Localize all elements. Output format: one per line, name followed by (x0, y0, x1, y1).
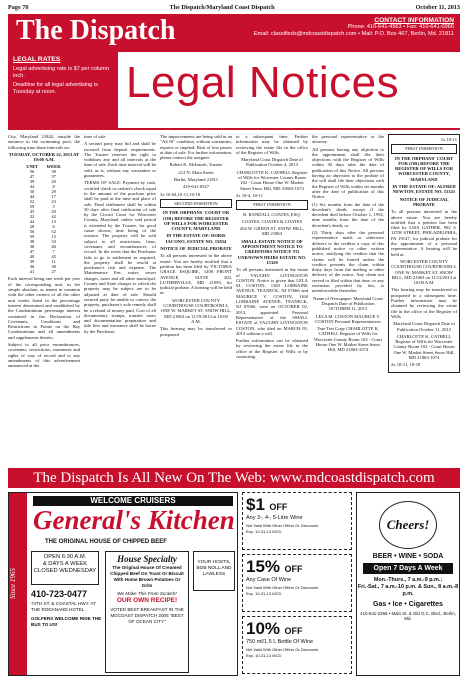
unit-cell: 32 (29, 214, 35, 220)
contact-info (239, 17, 454, 38)
page-header (8, 4, 460, 14)
week-cell: 33 (51, 239, 56, 245)
unit-cell: 47 (29, 174, 35, 180)
unit-cell: 56 (29, 229, 35, 235)
notice-text: Subject to all prior encumbrances, covenants, restrictions, easements and rights of way of record and to any amendments of this advertisement announced at the (8, 342, 80, 369)
notice-text: This hearing may be transferred or postponed to a subsequent time. Further information may be obtained by reviewing the estate file in the office of the Register of Wills. (391, 287, 457, 319)
insertion-label: SECOND INSERTION (160, 199, 232, 208)
paper-name: The Dispatch/Maryland Coast Dispatch (169, 4, 275, 11)
notice-text: Further information can be obtained by reviewing the estate file in the office of the Register of Wills or by contacting (236, 338, 308, 359)
cheers-address: 410-641-2366 • Main St. & Old O.C. Blvd., Berlin, Md. (360, 611, 456, 621)
specialty-title: House Specialty (117, 554, 177, 564)
cheers-products: BEER • WINE • SODA (372, 553, 444, 560)
insertion-label: FIRST INSERTION (391, 144, 457, 153)
unit-cell: 59 (29, 204, 35, 210)
restaurant-phone: 410-723-0477 (31, 589, 88, 599)
week-cell: 29 (51, 189, 56, 195)
unit-cell: 44 (29, 184, 35, 190)
restaurant-name: General's Kitchen (33, 505, 235, 535)
notice-text: The improvements are being sold in an "AS IS" condition, without warranties, express or implied. Risk of loss passes at date of sale. For further information, please contact the assignee. (160, 134, 232, 161)
notice-columns (8, 134, 460, 466)
specialty-desc: The Original House Of Creamed Chipped Beef On Toast Or Biscuit With Home Brown Potatoes Or Grits (110, 565, 184, 588)
unit-cell: 44 (29, 219, 35, 225)
coupon-off: OFF (269, 502, 288, 512)
unit-cell: 41 (29, 269, 35, 275)
estate-name: IN THE ESTATE OF: ALFRED NEWTON, ESTATE NO. 15321 (392, 184, 456, 195)
coupon[interactable] (242, 616, 352, 674)
week-cell: 13 (51, 219, 56, 225)
week-cell: 52 (51, 229, 56, 235)
issue-date: October 11, 2013 (415, 4, 460, 11)
column-4 (236, 134, 308, 466)
unit-cell: 52 (29, 199, 35, 205)
hearing-location: WORCESTER COUNTY COURTHOUSE COURTROOM 4, ONE W. MARKET ST. SNOW HILL, MD 21863 on 11/19/2013 at 10:00 A.M. (160, 297, 232, 324)
insertion-dates: 3x 10-04,10-11,10-18 (160, 191, 201, 197)
unit-cell: 39 (29, 259, 35, 265)
notice-text: To all persons interested in the above estate: You are hereby notified that a petition has been filed by LISA GATHER, 902 S. 12TH STREET, PHILADELPHIA, PA 19147, for judicial probate for the appointment of a personal representative. A hearing will be held at: (391, 209, 457, 257)
publication-date: Maryland Coast Dispatch Date of Publication October 11, 2013 (393, 321, 455, 332)
week-cell: 7 (52, 249, 55, 255)
week-header: WEEK (46, 164, 61, 170)
advertisements (8, 492, 460, 676)
notice-text: To all persons interested in the above estate: You are hereby notified that a petition has been filed by VICTORIA GRACE ESQUIRE, 1400 FRONT AVENUE, SUITE 202, LUTHERVILLE, MD 21093, for judicial probate. A hearing will be held at: (160, 253, 232, 296)
coupon[interactable] (242, 492, 352, 550)
restaurant-tagline: THE ORIGINAL HOUSE OF CHIPPED BEEF (45, 539, 167, 545)
contact-email: Email: classifieds@mdcoastdispatch.com • Mail: P.O. Box 467, Berlin, Md. 21811 (253, 31, 454, 37)
masthead (8, 14, 460, 52)
column-3 (160, 134, 232, 466)
week-cell: 20 (51, 179, 56, 185)
hours-line: Mon.-Thurs., 7 a.m.-9 p.m.; (373, 577, 443, 583)
page-number: Page 70 (8, 4, 29, 11)
coupon-amount: $1 (246, 495, 265, 514)
sale-date: TUESDAY, OCTOBER 22, 2013 AT 10:00 A.M. (8, 151, 80, 163)
unit-cell: 56 (29, 169, 35, 175)
week-cell: 8 (52, 184, 55, 190)
trustee-phone: 410-641-0527 (182, 184, 210, 190)
coupon-off: OFF (284, 564, 303, 574)
cheers-ad (356, 492, 460, 676)
legal-rates-heading: LEGAL RATES (13, 56, 61, 63)
trustee-name: Robert K. McIntosh, Trustee (169, 162, 223, 168)
week-cell: 23 (51, 199, 56, 205)
coupon[interactable] (242, 554, 352, 612)
firm-address: 204 W. GREEN ST. SNOW HILL, MD 21863 (239, 226, 305, 237)
week-cell: 45 (51, 254, 56, 260)
week-cell: 38 (51, 264, 56, 270)
unit-cell: 40 (29, 254, 35, 260)
estate-name: IN THE ESTATE OF: DORIS IACONO, ESTATE NO. 15034 (165, 233, 227, 244)
unit-cell: 47 (29, 249, 35, 255)
table-row (22, 269, 65, 274)
unit-cell: 50 (29, 189, 35, 195)
week-cell: 5 (52, 204, 55, 210)
insertion-label: FIRST INSERTION (236, 200, 308, 209)
notice-title: NOTICE OF JUDICIAL PROBATE (160, 246, 232, 252)
column-1 (8, 134, 80, 466)
column-2 (84, 134, 156, 466)
column-5 (312, 134, 384, 466)
notice-text: This hearing may be transferred or postponed (160, 326, 232, 337)
cheers-hours (357, 577, 459, 598)
masthead-title: The Dispatch (16, 15, 176, 46)
notice-title: NOTICE OF JUDICIAL PROBATE (399, 196, 449, 207)
contact-heading: CONTACT INFORMATION (374, 17, 454, 24)
notice-text: time of sale. (84, 134, 107, 139)
notice-title: SMALL ESTATE NOTICE OF APPOINTMENT NOTICE TO CREDITORS NOTICE TO UNKNOWN HEIRS ESTATE NO. 15320 (237, 238, 307, 265)
coupon-note: Not Valid With Other Offers Or Discounts (246, 522, 319, 528)
section-title: Legal Notices (126, 58, 400, 107)
hearing-location: WORCESTER COUNTY COURTHOUSE COURTROOM 4, ONE W. MARKET ST. SNOW HILL, MD 21863 on 11/12/2013 at 10:00 A.M. (391, 258, 457, 286)
address-line: 74TH ST. & COASTAL HWY. AT THE RODANAND HOTEL (31, 601, 96, 612)
week-cell: 39 (51, 169, 56, 175)
hours-line: & DAYS A WEEK (42, 561, 88, 567)
coupon-note: Not Valid With Other Offers Or Discounts (246, 646, 319, 652)
notice-text: All persons having any objection to the appointment shall file their objections with the Register of Wills within 30 days after the date of publication of this Notice. All persons having an objection to the probate of the will shall file their objections with the Register of Wills within six months after the date of publication of this Notice. (312, 146, 384, 200)
personal-representatives: LELA M. COSTON MAURICE V. COSTON Personal Representatives (315, 313, 381, 324)
trustee-city: Berlin, Maryland 21811 (173, 177, 219, 183)
week-cell: 42 (51, 214, 56, 220)
unit-cell: 59 (29, 234, 35, 240)
cheers-gas: Gas • Ice • Cigarettes (373, 601, 443, 608)
hours-line: OPEN 6:30 A.M. (43, 554, 87, 560)
voted-line: VOTED BEST BREAKFAST IN THE MDCOAST DISPATCH 2005 "BEST OF OCEAN CITY" (110, 607, 184, 624)
attorney-name: B. RANDALL COATES, ESQ. (243, 211, 301, 217)
coupon-amount: 15% (246, 557, 281, 576)
notice-text: (1) Six months from the date of the decedent's death, except if the decedent died before October 1, 1992, nine months from the date of the decedent's death; or (312, 201, 384, 228)
coupon-exp: Exp. 10-31-13 MCD (246, 590, 282, 596)
cheers-logo: Cheers! (379, 501, 437, 549)
scratch-line: We Make This From Scratch! (117, 591, 177, 596)
unit-cell: 36 (29, 264, 35, 270)
coupon-off: OFF (284, 626, 303, 636)
coupon-note: Not Valid With Other Offers Or Discounts (246, 584, 319, 590)
week-cell: 27 (51, 269, 56, 275)
week-cell: 6 (52, 224, 55, 230)
web-banner[interactable]: The Dispatch Is All New On The Web: www.mdcoastdispatch.com (8, 468, 460, 488)
week-cell: 37 (51, 174, 56, 180)
insertion-dates: 2x 10-11, 10-18 (391, 362, 421, 368)
publication-date: Maryland Coast Dispatch Date of Publication October 4, 2013 (241, 157, 303, 168)
title-rule (118, 128, 460, 130)
week-cell: 20 (51, 209, 56, 215)
framed-notice (388, 134, 460, 373)
publication-date: Name of Newspaper: Maryland Coast Dispatch Date of Publication OCTOBER 11, 2013 (313, 295, 383, 312)
house-specialty-box (105, 551, 189, 673)
unit-header: UNIT (26, 164, 38, 170)
notice-text: (2) Thirty days after the personal representative mails or otherwise delivers to the creditor a copy of this published notice or other written notice, notifying the creditor that the claims will be barred unless the creditor presents the claim within thirty days from the mailing or other delivery of the notice. Any claim not served or filed within that time, or any extension provided by law, is unenforceable thereafter. (312, 230, 384, 294)
register-of-wills: CHARLOTTE K. CATHELL Register of Wills for Worcester County Room 102 - Court House One W. Market Street Snow Hill, MD 21863-1074 (393, 333, 455, 360)
legal-deadline-text: Deadline for all legal advertising is Tuesday at noon. (13, 82, 98, 95)
generals-kitchen-ad (8, 492, 238, 676)
notice-text: A second party may bid and shall be excused from deposit requirements. The Trustee reserves the right to withdraw any and all intervals at the time of sale. Each time interval will be sold, as is, without any warranties or guarantees. (84, 141, 156, 179)
notice-text: City, Maryland 21842, outside the entrance to the swimming pool, the following time share intervals on: (8, 134, 80, 150)
legal-rate-text: Legal advertising rate is $7 per column inch. (13, 66, 110, 79)
week-cell: 17 (51, 194, 56, 200)
coupon-exp: Exp. 10-31-13 MCD (246, 528, 282, 534)
hours-box (31, 551, 99, 585)
insertion-dates: 1x 10-11 (440, 137, 457, 142)
unit-cell: 39 (29, 179, 35, 185)
notice-text: To all persons interested in the estate of VAUGHN LIVINGSTON COSTON. Notice is given that LELA M. COSTON, 1160 LORRAINE AVENUE, TEANECK, NJ 07666 and MAURICE V. COSTON, 1160 LORRAINE AVENUE, TEANECK, NJ 07666, were on OCTOBER 02, 2013, appointed Personal Representative of the SMALL ESTATE of VAUGHN LIVINGSTON COSTON, who died on MARCH 05, 2013 without a will. (236, 267, 308, 336)
register-of-wills: True Test Copy CHARLOTTE K. CATHELL Register of Wills for Worcester County Room 102 - Court House One W. Market Street Snow Hill, MD 21863-1074 (314, 326, 382, 353)
notice-text: to a subsequent time. Further information may be obtained by reviewing the estate file in the office of the Register of Wills. (236, 134, 308, 155)
coupon-exp: Exp. 10-31-13 MCD (246, 652, 282, 658)
since-label: Since 1965 (9, 493, 27, 675)
unit-cell: 44 (29, 194, 35, 200)
insertion-dates: 2x 10-4, 10-11 (236, 192, 264, 198)
court-heading: IN THE ORPHANS' COURT OR (OR) BEFORE THE REGISTER OF WILLS FOR WORCESTER COUNTY, MARYLAND (162, 210, 230, 232)
week-cell: 15 (51, 234, 56, 240)
welcome-banner: WELCOME CRUISERS (33, 496, 233, 506)
cheers-open: Open 7 Days A Week (363, 563, 453, 574)
coupon-desc: Any 3-, 4-, 5-Litre Wine (246, 515, 303, 521)
recipe-line: OUR OWN RECIPE! (116, 597, 178, 604)
coupon-stack (242, 492, 352, 676)
notice-text: TERMS OF SALE: Payment by cash, certified check or cashier's check equal to the amount of the purchase price shall be paid at the time and place of sale. Final settlement shall be within 30 days after final ratification of sale by the Circuit Court for Worcester County, Maryland, unless said period is extended by the Trustee, for good cause shown, time being of the essence. The property will be sold subject to all restrictions, liens, covenants and encumbrances of record. In the event that the Purchaser fails to go to settlement as required, the property shall be resold at purchaser's risk and expense. The Maintenance Fee, water, sewer charges, taxes and all other municipal, County and State charges to which the property may be subject are to be adjusted at date of sale. Should secured party be unable to convey the property, purchaser's sole remedy shall be a refund of money paid. Cost of all documentary stamps, transfer taxes and documentation preparation and title fees and insurance shall be borne by the Purchaser. (84, 180, 156, 334)
trustee-address: 212 N. Main Street (178, 169, 214, 175)
week-cell: 11 (51, 259, 56, 265)
hosts-box: YOUR HOSTS, BOB NOLL AND LAWLESS (193, 551, 235, 591)
coupon-desc: 750 ml/1.5 L Bottle Of Wine (246, 639, 314, 645)
hours-line: CLOSED WEDNESDAY (33, 568, 97, 574)
notice-text: the personal representative or the attorney. (312, 134, 384, 145)
unit-cell: 38 (29, 244, 35, 250)
unit-cell: 28 (29, 224, 35, 230)
legal-rates-box (8, 52, 118, 130)
notice-text: Each interval being one week per year of the corresponding unit, in fee simple absolute, as tenant in common with the other owners of all the other unit weeks listed in the percentage interest determined and established by the Condominium percentage interest contained in the Declaration of Covenants, Conditions and Restrictions in Pointe on the Bay Condominium and all amendments and supplements thereto. (8, 276, 80, 340)
unit-cell: 45 (29, 209, 35, 215)
week-cell: 46 (51, 244, 56, 250)
restaurant-address (31, 601, 103, 628)
unit-week-table (22, 164, 65, 274)
unit-cell: 38 (29, 239, 35, 245)
court-heading: IN THE ORPHANS' COURT FOR (OR) BEFORE THE REGISTER OF WILLS FOR WORCESTER COUNTY, MARYLAND (394, 155, 454, 182)
coupon-amount: 10% (246, 619, 281, 638)
contact-phone: Phone: 410-641-4563 • Fax: 410-641-0966 (347, 24, 454, 30)
column-6 (388, 134, 460, 466)
coupon-desc: Any Case Of Wine (246, 577, 292, 583)
register-of-wills: CHARLOTTE K. CATHELL Register of Wills for Worcester County Room 102 - Court House One W. Market Street Snow Hill, MD 21863-1074 (236, 169, 308, 191)
golfers-line: GOLFERS WELCOME RIDE THE BUS TO US! (31, 616, 102, 627)
law-firm: COATES, COATES & COATES (241, 218, 303, 224)
hours-line: Fri.-Sat., 7 a.m.-10 p.m. & Sun., 8 a.m.-8 p.m. (357, 584, 459, 597)
